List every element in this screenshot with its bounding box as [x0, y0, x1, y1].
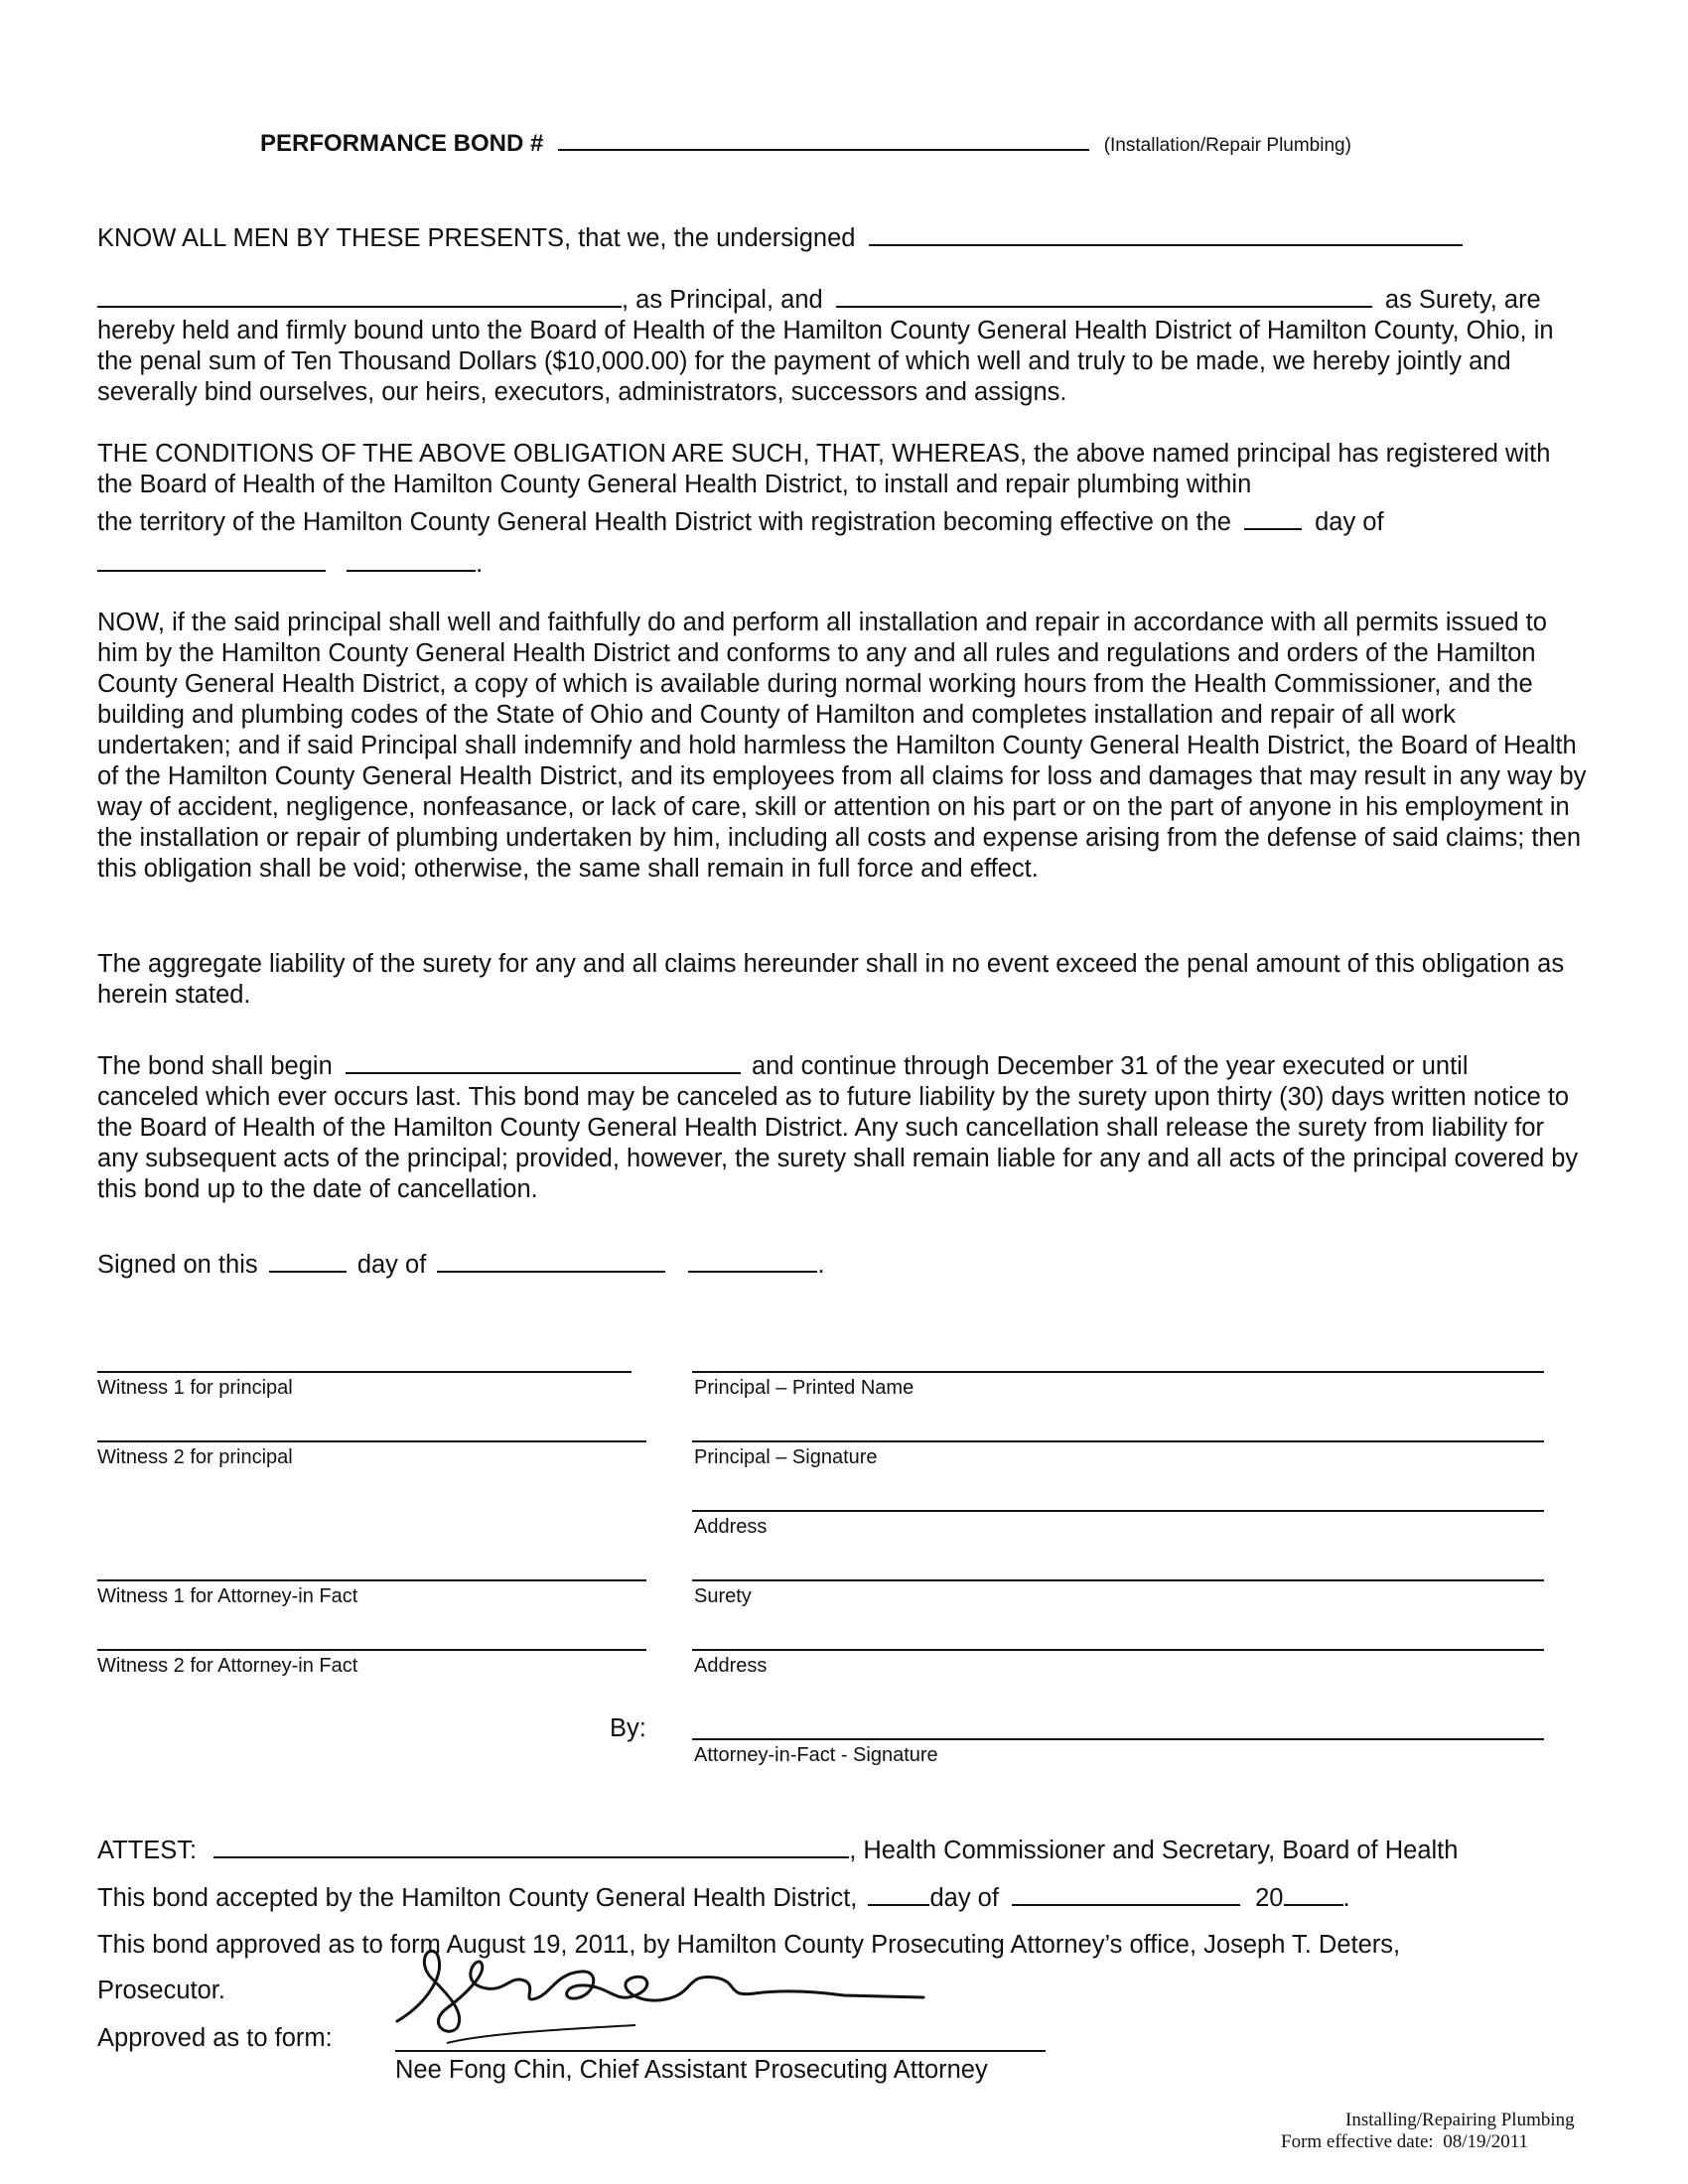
principal-signature-line[interactable]	[692, 1440, 1544, 1442]
surety-label: Surety	[694, 1585, 752, 1607]
witness1-principal-label: Witness 1 for principal	[97, 1377, 293, 1399]
attorney-signature-line[interactable]	[692, 1738, 1544, 1740]
now-paragraph: NOW, if the said principal shall well and faithfully do and perform all installation and repair in accordance with all permits issued to him by the Hamilton County General Health District and conforms to any and all rules and regulations and orders of the Hamilton County General Health District, a copy of which is available during normal working hours from the Health Commissioner, and the building and plumbing codes of the State of Ohio and County of Hamilton and completes installation and repair of all work undertaken; and if said Principal shall indemnify and hold harmless the Hamilton County General Health District, the Board of Health of the Hamilton County General Health District, and its employees from all claims for loss and damages that may result in any way by way of accident, negligence, nonfeasance, or lack of care, skill or attention on his part or on the part of anyone in his employment in the installation or repair of plumbing undertaken by him, including all costs and expense arising from the defense of said claims; then this obligation shall be void; otherwise, the same shall remain in full force and effect.	[97, 609, 1587, 883]
principal-name-field[interactable]	[97, 284, 622, 308]
principal-printed-line[interactable]	[692, 1371, 1544, 1373]
witness2-principal-line[interactable]	[97, 1440, 646, 1442]
accepted-month-field[interactable]	[1012, 1882, 1240, 1906]
attest-line: ATTEST: , Health Commissioner and Secretary, Board of Health	[97, 1837, 1459, 1864]
footer-effective-date: Form effective date: 08/19/2011	[1281, 2131, 1529, 2152]
witness2-principal-label: Witness 2 for principal	[97, 1446, 293, 1468]
prosecutor-signature-icon	[387, 1934, 943, 2053]
footer-form-name: Installing/Repairing Plumbing	[1345, 2110, 1575, 2130]
approved-signer: Nee Fong Chin, Chief Assistant Prosecuting Attorney	[395, 2056, 988, 2084]
effective-day-field[interactable]	[1244, 506, 1302, 530]
bond-title-line	[260, 127, 1351, 161]
aggregate-paragraph: The aggregate liability of the surety for any and all claims hereunder shall in no event exceed the penal amount of this obligation as herein stated.	[97, 950, 1565, 1009]
address1-line[interactable]	[692, 1510, 1544, 1512]
conditions-paragraph: THE CONDITIONS OF THE ABOVE OBLIGATION ARE SUCH, THAT, WHEREAS, the above named principal has registered with the Board of Health of the Hamilton County General Health District, to install and repair plumbing within	[97, 440, 1551, 498]
address2-label: Address	[694, 1655, 768, 1677]
principal-printed-label: Principal – Printed Name	[694, 1377, 914, 1399]
attest-name-field[interactable]	[213, 1835, 849, 1858]
bond-title: PERFORMANCE BOND #	[260, 130, 544, 157]
intro-line2: , as Principal, and as Surety, are	[97, 284, 1541, 316]
accepted-year-field[interactable]	[1284, 1882, 1343, 1906]
approved-line1: This bond approved as to form August 19, 2011, by Hamilton County Prosecuting Attorney’s office, Joseph T. Deters,	[97, 1931, 1401, 1959]
by-label: By:	[610, 1714, 646, 1742]
bond-subtitle: (Installation/Repair Plumbing)	[1103, 135, 1351, 156]
bond-number-field[interactable]	[558, 127, 1089, 151]
accepted-day-field[interactable]	[868, 1882, 929, 1906]
witness2-attorney-label: Witness 2 for Attorney-in Fact	[97, 1655, 358, 1677]
conditions-line4: .	[97, 548, 483, 580]
approved-label: Approved as to form:	[97, 2024, 333, 2052]
bond-begin-rest: canceled which ever occurs last. This bond may be canceled as to future liability by the surety upon thirty (30) days written notice to the Board of Health of the Hamilton County General Health District. Any such cancellation shall release the surety from liability for any subsequent acts of the principal; provided, however, the surety shall remain liable for any and all acts of the principal covered by this bond up to the date of cancellation.	[97, 1083, 1579, 1203]
bond-begin-line: The bond shall begin and continue through December 31 of the year executed or until	[97, 1052, 1469, 1080]
signed-day-field[interactable]	[269, 1249, 347, 1273]
surety-line[interactable]	[692, 1579, 1544, 1581]
address2-line[interactable]	[692, 1649, 1544, 1651]
accepted-line: This bond accepted by the Hamilton County General Health District, day of 20 .	[97, 1884, 1350, 1912]
approved-line2: Prosecutor.	[97, 1977, 225, 2004]
signed-line: Signed on this day of .	[97, 1251, 825, 1279]
witness2-attorney-line[interactable]	[97, 1649, 646, 1651]
effective-year-field[interactable]	[347, 548, 476, 572]
effective-month-field[interactable]	[97, 548, 326, 572]
address1-label: Address	[694, 1516, 768, 1538]
intro-line1: KNOW ALL MEN BY THESE PRESENTS, that we, the undersigned	[97, 222, 1463, 254]
attorney-signature-label: Attorney-in-Fact - Signature	[694, 1744, 938, 1766]
undersigned-field[interactable]	[869, 222, 1463, 246]
signed-year-field[interactable]	[688, 1249, 817, 1273]
bond-begin-date-field[interactable]	[346, 1050, 741, 1074]
witness1-attorney-line[interactable]	[97, 1579, 646, 1581]
principal-signature-label: Principal – Signature	[694, 1446, 878, 1468]
witness1-principal-line[interactable]	[97, 1371, 632, 1373]
conditions-line3: the territory of the Hamilton County General Health District with registration becoming effective on the day of	[97, 508, 1384, 536]
surety-name-field[interactable]	[836, 284, 1372, 308]
intro-body: hereby held and firmly bound unto the Board of Health of the Hamilton County General Health District of Hamilton County, Ohio, in the penal sum of Ten Thousand Dollars ($10,000.00) for the payment of which well and truly to be made, we hereby jointly and severally bind ourselves, our heirs, executors, administrators, successors and assigns.	[97, 317, 1554, 406]
prosecutor-signature-line[interactable]	[395, 2050, 1046, 2052]
signed-month-field[interactable]	[437, 1249, 665, 1273]
witness1-attorney-label: Witness 1 for Attorney-in Fact	[97, 1585, 358, 1607]
